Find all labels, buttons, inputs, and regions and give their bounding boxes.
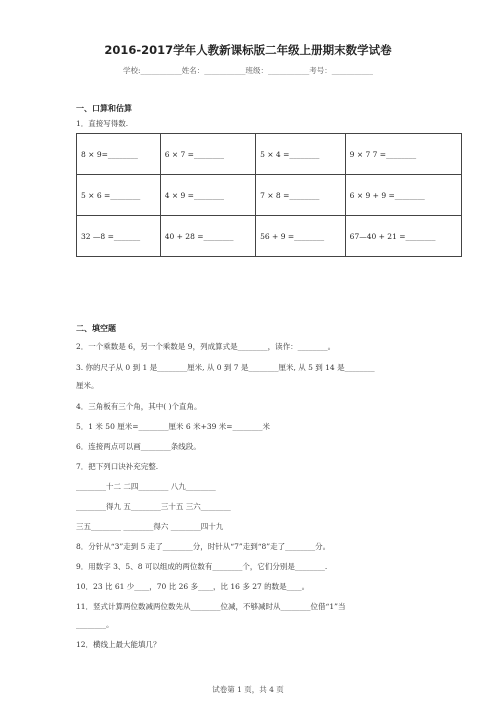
table-cell: 32 —8 =_______ — [77, 216, 161, 257]
question-line: 2．一个乘数是 6，另一个乘数是 9，列成算式是________，读作：________。 — [76, 342, 336, 351]
question-line: ________得九 五________三十五 三六________ — [76, 502, 231, 511]
question-line: 三五________ ________得六 ________四十九 — [76, 522, 224, 531]
question-line: 4．三角板有三个角，其中( )个直角。 — [76, 402, 202, 411]
exam-title: 2016-2017学年人教新课标版二年级上册期末数学试卷 — [104, 43, 392, 57]
table-cell: 6 × 9 + 9 =________ — [345, 175, 461, 216]
table-row — [77, 216, 462, 257]
table-cell: 6 × 7 =________ — [160, 134, 255, 175]
table-row — [77, 175, 462, 216]
question-line: 12．横线上最大能填几？ — [76, 640, 161, 649]
question-line: 6．连接两点可以画________条线段。 — [76, 442, 201, 451]
question-line: 11．竖式计算两位数减两位数先从________位减，不够减时从________位借“1”当 — [76, 602, 346, 611]
question-line: ________十二 二四________ 八九________ — [76, 482, 216, 491]
question-line: 5．1 米 50 厘米=________厘米 6 米+39 米=________米 — [76, 422, 271, 431]
table-cell: 5 × 4 =________ — [256, 134, 346, 175]
table-cell: 8 × 9=________ — [77, 134, 161, 175]
table-cell: 9 × 7 7 =________ — [345, 134, 461, 175]
question-line: 10．23 比 61 少____，70 比 26 多____，比 16 多 27 的数是____。 — [76, 582, 310, 591]
page-footer: 试卷第 1 页，共 4 页 — [212, 685, 284, 694]
question-line: 3. 你的尺子从 0 到 1 是________厘米, 从 0 到 7 是________厘米, 从 5 到 14 是________ — [76, 363, 375, 372]
table-cell: 4 × 9 =________ — [160, 175, 255, 216]
question-1: 1．直接写得数. — [76, 119, 129, 128]
question-line: ________。 — [76, 620, 114, 629]
calc-table — [76, 133, 462, 257]
table-cell: 67—40 + 21 =________ — [345, 216, 461, 257]
section-heading-oral: 一、口算和估算 — [76, 104, 132, 113]
question-line: 9．用数字 3、5、8 可以组成的两位数有________个，它们分别是________. — [76, 562, 328, 571]
student-info-line: 学校:___________姓名：___________班级：___________考号：___________ — [122, 66, 374, 75]
table-row — [77, 134, 462, 175]
question-line: 8．分针从“3”走到 5 走了________分，时针从“7”走到“8”走了________分。 — [76, 542, 331, 551]
question-line: 厘米。 — [76, 381, 99, 390]
section-heading-fill: 二、填空题 — [76, 324, 116, 333]
table-cell: 40 + 28 =________ — [160, 216, 255, 257]
table-cell: 7 × 8 =________ — [256, 175, 346, 216]
table-cell: 56 + 9 =________ — [256, 216, 346, 257]
question-line: 7．把下列口诀补充完整. — [76, 462, 159, 471]
table-cell: 5 × 6 =________ — [77, 175, 161, 216]
